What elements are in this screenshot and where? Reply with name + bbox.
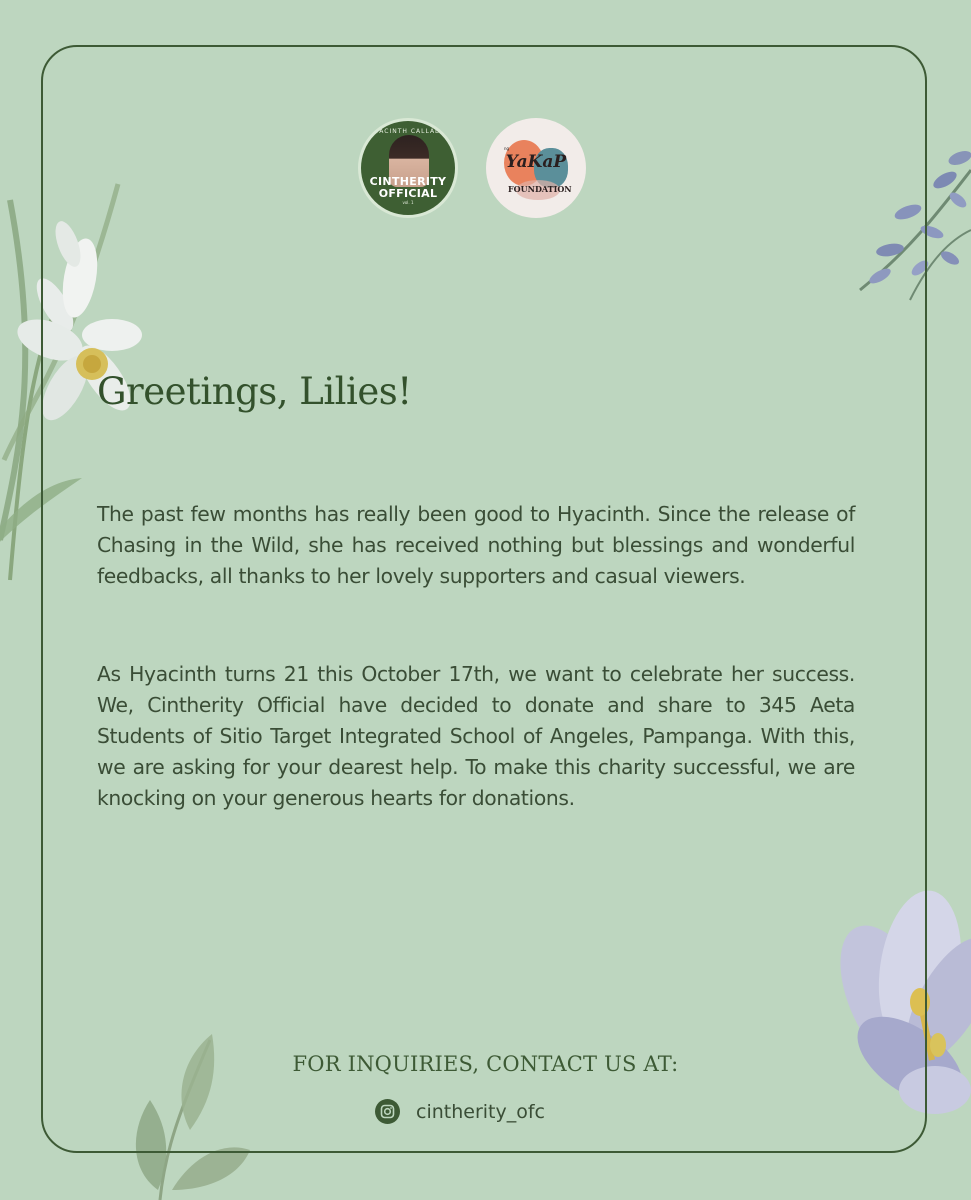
logo-small-text: ng [504,146,510,151]
body-paragraph-2: As Hyacinth turns 21 this October 17th, we want to celebrate her success. We, Cintherity Official have decided to donate and share to 345 Aeta Students of Sitio Target Integrated School of Angeles, Pampanga. With this, we are asking for your dearest help. To make this charity successful, we are knocking on your generous hearts for donations. [97,662,855,810]
contact-heading: FOR INQUIRIES, CONTACT US AT: [292,1052,679,1076]
cintherity-official-logo [358,118,458,218]
logo-title [361,176,455,200]
yakap-foundation-logo [486,118,586,218]
logo-ring-text: HYACINTH CALLADO [369,128,447,135]
logo-title-line1: CINTHERITY [369,175,447,188]
logo-foundation-text: FOUNDATION [508,184,572,194]
logo-vol-text: vol. 1 [402,200,414,205]
body-paragraph-1: The past few months has really been good to Hyacinth. Since the release of Chasing in the Wild, she has received nothing but blessings and wonderful feedbacks, all thanks to her lovely supporters and casual viewers. [97,502,855,588]
logo-script-text: YaKaP [505,152,567,172]
instagram-handle[interactable]: cintherity_ofc [416,1100,545,1123]
greeting-heading: Greetings, Lilies! [97,370,412,413]
logo-title-line2: OFFICIAL [378,187,438,200]
content-frame [41,45,927,1153]
instagram-icon [375,1099,400,1124]
contact-row[interactable] [375,1099,545,1124]
